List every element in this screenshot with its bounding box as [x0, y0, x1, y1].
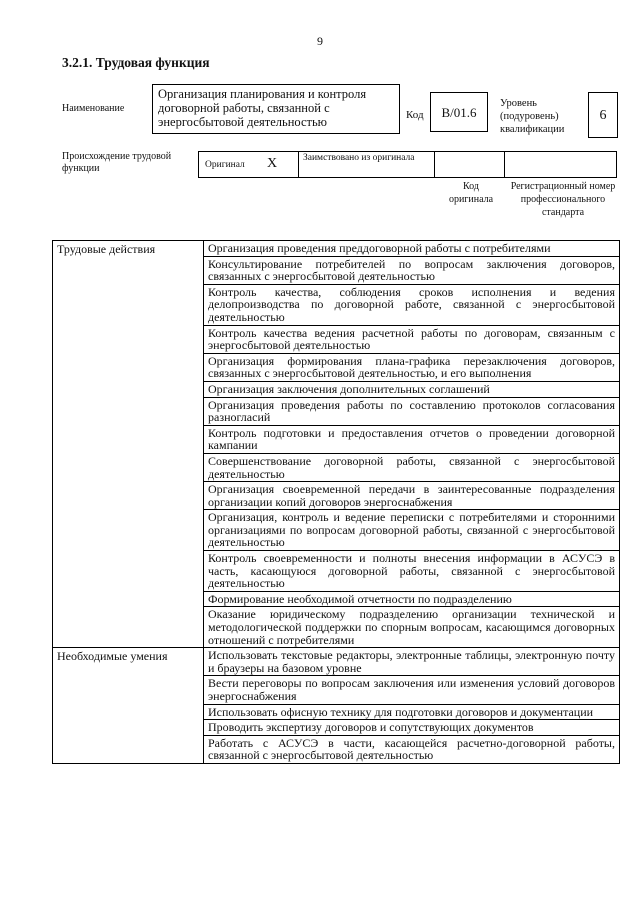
item-cell: Организация проведения преддоговорной работы с потребителями: [204, 241, 620, 257]
table-row: [53, 648, 620, 676]
qualification-level-box: 6: [588, 92, 618, 138]
name-label: Наименование: [62, 103, 125, 114]
origin-borrowed-cell: [299, 152, 435, 177]
item-cell: Организация, контроль и ведение переписки с потребителями и сторонними организациями по вопросам договорной работы, связанной с энергосбытовой деятельностью: [204, 510, 620, 551]
category-cell: Трудовые действия: [53, 241, 204, 648]
item-cell: Использовать текстовые редакторы, электронные таблицы, электронную почту и браузеры на базовом уровне: [204, 648, 620, 676]
item-cell: Проводить экспертизу договоров и сопутствующих документов: [204, 720, 620, 736]
original-label: Оригинал: [205, 160, 245, 170]
item-cell: Консультирование потребителей по вопросам заключения договоров, связанных с энергосбытовой деятельностью: [204, 256, 620, 284]
page-number: 9: [317, 34, 323, 48]
code-label: Код: [406, 109, 424, 121]
section-title: 3.2.1. Трудовая функция: [62, 55, 210, 70]
item-cell: Контроль подготовки и предоставления отчетов о проведении договорной кампании: [204, 425, 620, 453]
item-cell: Работать с АСУСЭ в части, касающейся расчетно-договорной работы, связанной с энергосбытовой деятельностью: [204, 735, 620, 763]
reg-number-caption: Регистрационный номер профессионального стандарта: [510, 181, 616, 218]
item-cell: Оказание юридическому подразделению организации технической и методологической поддержки по спорным вопросам, касающимся договорных отношений с потребителями: [204, 607, 620, 648]
level-label: Уровень (подуровень) квалификации: [500, 98, 565, 135]
origin-original-cell: [199, 152, 299, 177]
function-name-box: Организация планирования и контроля договорной работы, связанной с энергосбытовой деятельностью: [152, 84, 400, 134]
origin-label: Происхождение трудовой функции: [62, 151, 172, 174]
item-cell: Вести переговоры по вопросам заключения или изменения условий договоров энергоснабжения: [204, 676, 620, 704]
competency-table: [52, 240, 620, 764]
origin-code-cell: [435, 152, 505, 177]
category-cell: Необходимые умения: [53, 648, 204, 764]
item-cell: Контроль качества, соблюдения сроков исполнения и ведения делопроизводства по договорной работе, связанной с энергосбытовой деятельностью: [204, 284, 620, 325]
code-original-caption: Код оригинала: [448, 181, 494, 205]
item-cell: Использовать офисную технику для подготовки договоров и документации: [204, 704, 620, 720]
item-cell: Организация формирования плана-графика перезаключения договоров, связанных с энергосбытовой деятельностью, и его выполнения: [204, 353, 620, 381]
origin-regnum-cell: [505, 152, 616, 177]
item-cell: Совершенствование договорной работы, связанной с энергосбытовой деятельностью: [204, 453, 620, 481]
item-cell: Организация своевременной передачи в заинтересованные подразделения организации копий договоров энергоснабжения: [204, 482, 620, 510]
item-cell: Формирование необходимой отчетности по подразделению: [204, 591, 620, 607]
original-mark: X: [267, 156, 278, 171]
item-cell: Организация заключения дополнительных соглашений: [204, 381, 620, 397]
item-cell: Контроль качества ведения расчетной работы по договорам, связанным с энергосбытовой деятельностью: [204, 325, 620, 353]
item-cell: Контроль своевременности и полноты внесения информации в АСУСЭ в часть, касающуюся договорной работы, связанной с энергосбытовой деятельностью: [204, 551, 620, 592]
borrowed-label: Заимствовано из оригинала: [303, 153, 415, 163]
function-code-box: В/01.6: [430, 92, 488, 132]
table-row: [53, 241, 620, 257]
item-cell: Организация проведения работы по составлению протоколов согласования разногласий: [204, 397, 620, 425]
origin-table: [198, 151, 617, 178]
